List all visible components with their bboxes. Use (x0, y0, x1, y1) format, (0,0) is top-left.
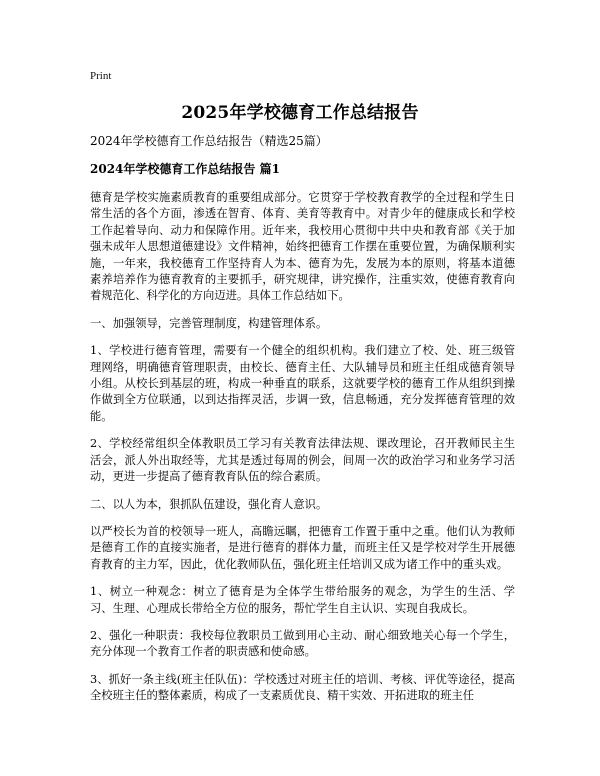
heading-part-two: 二、以人为本，狠抓队伍建设，强化育人意识。 (90, 497, 328, 511)
heading-part-one: 一、加强领导，完善管理制度，构建管理体系。 (90, 316, 328, 330)
paragraph-item: 1、树立一种观念：树立了德育是为全体学生带给服务的观念，为学生的生活、学习、生理、心理成长带给全方位的服务，帮忙学生自主认识、实现自我成长。 (90, 585, 515, 615)
page-title: 2025年学校德育工作总结报告 (181, 103, 419, 123)
paragraph-item: 2、强化一种职责：我校每位教职员工做到用心主动、耐心细致地关心每一个学生，充分体现一个教育工作者的职责感和使命感。 (90, 628, 515, 659)
document-subtitle: 2024年学校德育工作总结报告（精选25篇） (90, 134, 328, 148)
paragraph-item: 3、抓好一条主线(班主任队伍)：学校透过对班主任的培训、考核、评优等途径，提高全校班主任的整体素质，构成了一支素质优良、精干实效、开拓进取的班主任 (90, 672, 515, 703)
paragraph-intro: 德育是学校实施素质教育的重要组成部分。它贯穿于学校教育教学的全过程和学生日常生活的各个方面，渗透在智育、体育、美育等教育中。对青少年的健康成长和学校工作起着导向、动力和保障作用。近年来，我校用心贯彻中共中央和教育部《关于加强未成年人思想道德建设》文件精神，始终把德育工作摆在重要位置，为确保顺利实施，一年来，我校德育工作坚持育人为本、德育为先，发展为本的原则，将基本道德素养培养作为德育教育的主要抓手，研究规律，讲究操作，注重实效，使德育教育向着规范化、科学化的方向迈进。具体工作总结如下。 (90, 191, 515, 303)
section-title: 2024年学校德育工作总结报告 篇1 (90, 162, 280, 176)
print-link[interactable]: Print (90, 70, 112, 82)
document-body (90, 190, 515, 716)
paragraph-item: 2、学校经常组织全体教职员工学习有关教育法律法规、课改理论，召开教师民主生活会，派人外出取经等，尤其是透过每周的例会，间周一次的政治学习和业务学习活动，更进一步提高了德育教育队伍的综合素质。 (90, 437, 515, 484)
paragraph-item: 1、学校进行德育管理，需要有一个健全的组织机构。我们建立了校、处、班三级管理网络，明确德育管理职责，由校长、德育主任、大队辅导员和班主任组成德育领导小组。从校长到基层的班，构成一种垂直的联系，这就要学校的德育工作从组织到操作做到全方位联通，以到达指挥灵活，步调一致，信息畅通，充分发挥德育管理的效能。 (90, 344, 515, 423)
paragraph-item: 以严校长为首的校领导一班人，高瞻远瞩，把德育工作置于重中之重。他们认为教师是德育工作的直接实施者，是进行德育的群体力量，而班主任又是学校对学生开展德育教育的主力军，因此，优化教师队伍，强化班主任培训又成为诸工作中的重头戏。 (90, 524, 515, 571)
